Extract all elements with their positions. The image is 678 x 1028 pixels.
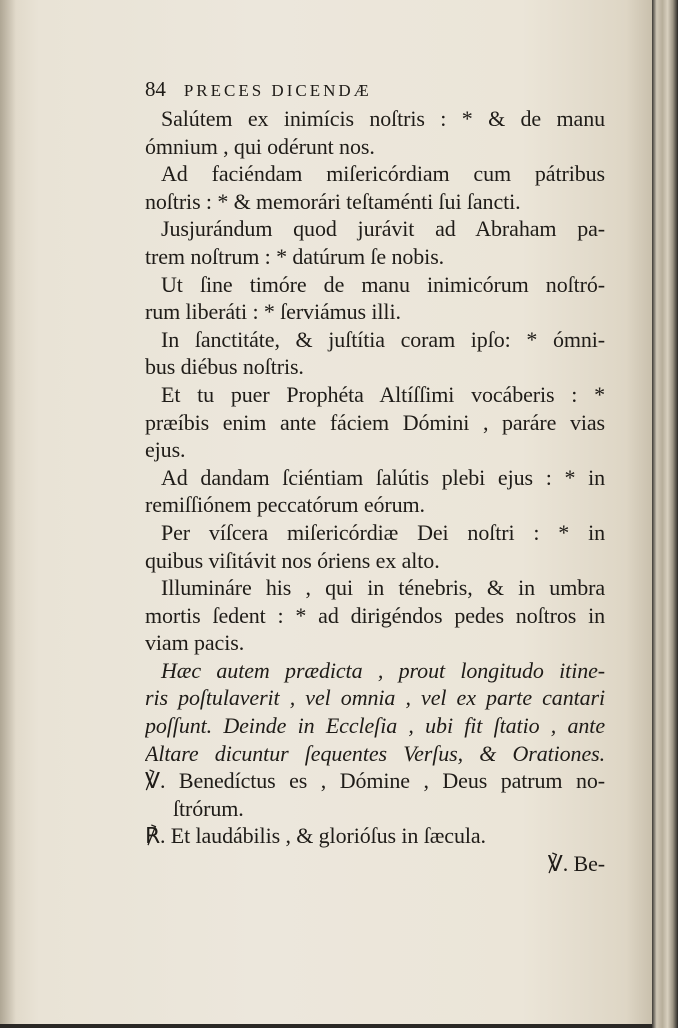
text-line: Hæc autem prædicta , prout longitudo itine-: [161, 657, 605, 683]
text-line: ℣. Benedíctus es , Dómine , Deus patrum no-: [145, 768, 605, 794]
text-line: Altare dicuntur ſequentes Verſus, & Orationes.: [145, 740, 605, 766]
page-number: 84: [145, 77, 166, 101]
text-line: poſſunt. Deinde in Eccleſia , ubi fit ſtatio , ante: [145, 713, 605, 739]
running-title: PRECES DICENDÆ: [183, 81, 372, 100]
text-line: viam pacis.: [145, 630, 245, 656]
text-block: [145, 76, 605, 878]
text-line: ℟. Et laudábilis , & glorióſus in ſæcula.: [145, 823, 486, 849]
text-line: Jusjurándum quod jurávit ad Abraham pa-: [161, 216, 605, 242]
text-line: Ad dandam ſciéntiam ſalútis plebi ejus : * in: [161, 464, 605, 490]
text-line: noſtris : * & memorári teſtaménti ſui ſancti.: [145, 188, 521, 214]
text-line: trem noſtrum : * datúrum ſe nobis.: [145, 243, 445, 269]
text-line: ris poſtulaverit , vel omnia , vel ex parte cantari: [145, 685, 605, 711]
text-line: Ad faciéndam miſericórdiam cum pátribus: [161, 161, 605, 187]
text-line: Illumináre his , qui in ténebris, & in umbra: [161, 575, 605, 601]
text-line: remiſſiónem peccatórum eórum.: [145, 492, 425, 518]
page-header: [145, 76, 605, 105]
text-line: ſtrórum.: [173, 795, 244, 821]
page-edge: [652, 0, 678, 1028]
text-line: mortis ſedent : * ad dirigéndos pedes noſtros in: [145, 602, 605, 628]
text-line: Et tu puer Prophéta Altíſſimi vocáberis : *: [161, 381, 605, 407]
text-line: ejus.: [145, 437, 186, 463]
text-lines: [145, 105, 605, 878]
text-line: Per víſcera miſericórdiæ Dei noſtri : * in: [161, 519, 605, 545]
text-line: Ut ſine timóre de manu inimicórum noſtró-: [161, 271, 605, 297]
text-line: ómnium , qui odérunt nos.: [145, 133, 375, 159]
text-line: rum liberáti : * ſerviámus illi.: [145, 299, 401, 325]
text-line: bus diébus noſtris.: [145, 354, 304, 380]
text-line: ℣. Be-: [547, 851, 605, 877]
text-line: Salútem ex inimícis noſtris : * & de manu: [161, 106, 605, 131]
text-line: quibus viſitávit nos óriens ex alto.: [145, 547, 440, 573]
text-line: In ſanctitáte, & juſtítia coram ipſo: * ómni-: [161, 326, 605, 352]
text-line: præíbis enim ante fáciem Dómini , paráre vias: [145, 409, 605, 435]
